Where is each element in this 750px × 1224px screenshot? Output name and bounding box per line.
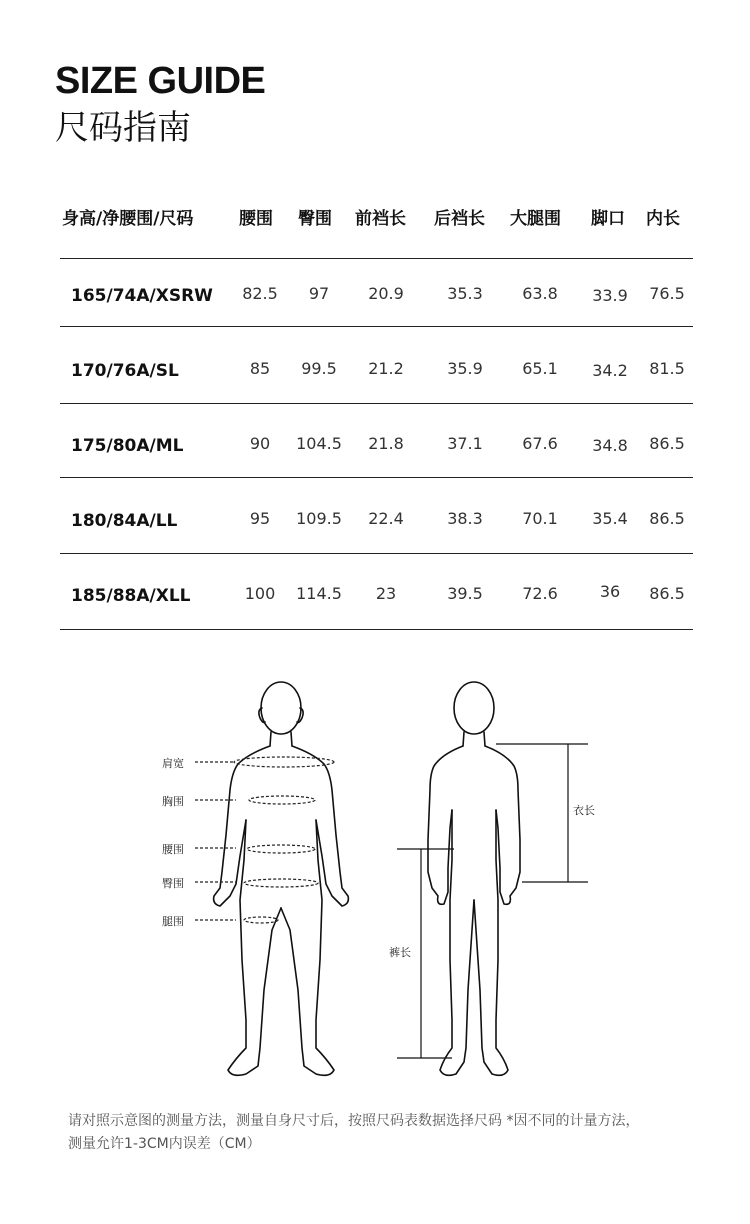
cell-front-rise: 21.8 xyxy=(368,434,404,453)
measurement-note xyxy=(68,1110,708,1156)
cell-hip: 97 xyxy=(308,284,330,303)
body-outline-illustration xyxy=(0,660,750,1100)
note-line-1: 请对照示意图的测量方法，测量自身尺寸后，按照尺码表数据选择尺码 *因不同的计量方法， xyxy=(68,1113,640,1129)
note-line-2: 测量允许1-3CM内误差（CM） xyxy=(68,1136,261,1152)
table-divider xyxy=(60,326,693,327)
cell-thigh: 65.1 xyxy=(522,359,558,378)
label-pants-length: 裤长 xyxy=(389,946,411,959)
cell-leg-opening: 34.8 xyxy=(592,436,628,455)
cell-thigh: 72.6 xyxy=(522,584,558,603)
cell-inseam: 76.5 xyxy=(649,284,685,303)
cell-thigh: 67.6 xyxy=(522,434,558,453)
row-size: 165/74A/XSRW xyxy=(71,286,213,306)
header-back-rise: 后裆长 xyxy=(434,209,485,229)
cell-leg-opening: 34.2 xyxy=(592,361,628,380)
cell-front-rise: 21.2 xyxy=(368,359,404,378)
header-hip: 臀围 xyxy=(298,209,332,229)
cell-inseam: 86.5 xyxy=(649,584,685,603)
label-thigh: 腿围 xyxy=(162,915,184,928)
cell-waist: 82.5 xyxy=(242,284,278,303)
cell-back-rise: 35.9 xyxy=(447,359,483,378)
cell-leg-opening: 33.9 xyxy=(592,286,628,305)
cell-thigh: 70.1 xyxy=(522,509,558,528)
cell-front-rise: 22.4 xyxy=(368,509,404,528)
header-waist: 腰围 xyxy=(239,209,273,229)
cell-inseam: 86.5 xyxy=(649,434,685,453)
cell-waist: 85 xyxy=(249,359,271,378)
header-size: 身高/净腰围/尺码 xyxy=(62,209,194,229)
table-divider xyxy=(60,629,693,630)
table-divider xyxy=(60,258,693,259)
front-measure-marks xyxy=(195,757,334,923)
shoulder-measure xyxy=(234,757,334,767)
cell-hip: 109.5 xyxy=(296,509,342,528)
table-divider xyxy=(60,477,693,478)
back-measure-lines xyxy=(397,744,588,1058)
cell-front-rise: 20.9 xyxy=(368,284,404,303)
back-figure-outline xyxy=(428,682,520,1075)
header-front-rise: 前裆长 xyxy=(355,209,406,229)
row-size: 175/80A/ML xyxy=(71,436,184,456)
cell-front-rise: 23 xyxy=(375,584,397,603)
cell-back-rise: 38.3 xyxy=(447,509,483,528)
label-waist: 腰围 xyxy=(162,843,184,856)
header-leg-opening: 脚口 xyxy=(591,209,625,229)
cell-inseam: 86.5 xyxy=(649,509,685,528)
header-thigh: 大腿围 xyxy=(510,209,561,229)
label-chest: 胸围 xyxy=(162,795,184,808)
row-size: 170/76A/SL xyxy=(71,361,179,381)
label-shoulder: 肩宽 xyxy=(162,757,184,770)
cell-leg-opening: 36 xyxy=(599,582,621,601)
cell-back-rise: 35.3 xyxy=(447,284,483,303)
thigh-measure xyxy=(244,917,278,923)
cell-waist: 90 xyxy=(249,434,271,453)
cell-back-rise: 37.1 xyxy=(447,434,483,453)
page-title-en: SIZE GUIDE xyxy=(55,60,266,102)
table-divider xyxy=(60,403,693,404)
cell-waist: 95 xyxy=(249,509,271,528)
cell-leg-opening: 35.4 xyxy=(592,509,628,528)
measurement-diagram xyxy=(0,660,750,1100)
cell-waist: 100 xyxy=(244,584,276,603)
waist-measure xyxy=(247,845,315,853)
cell-inseam: 81.5 xyxy=(649,359,685,378)
hip-measure xyxy=(244,879,318,887)
chest-measure xyxy=(249,796,315,804)
header-inseam: 内长 xyxy=(646,209,680,229)
cell-hip: 114.5 xyxy=(296,584,342,603)
cell-hip: 99.5 xyxy=(301,359,337,378)
cell-thigh: 63.8 xyxy=(522,284,558,303)
page-title-cn: 尺码指南 xyxy=(55,108,191,148)
cell-back-rise: 39.5 xyxy=(447,584,483,603)
row-size: 185/88A/XLL xyxy=(71,586,191,606)
table-divider xyxy=(60,553,693,554)
label-top-length: 衣长 xyxy=(573,804,595,817)
row-size: 180/84A/LL xyxy=(71,511,178,531)
cell-hip: 104.5 xyxy=(296,434,342,453)
label-hip: 臀围 xyxy=(162,877,184,890)
